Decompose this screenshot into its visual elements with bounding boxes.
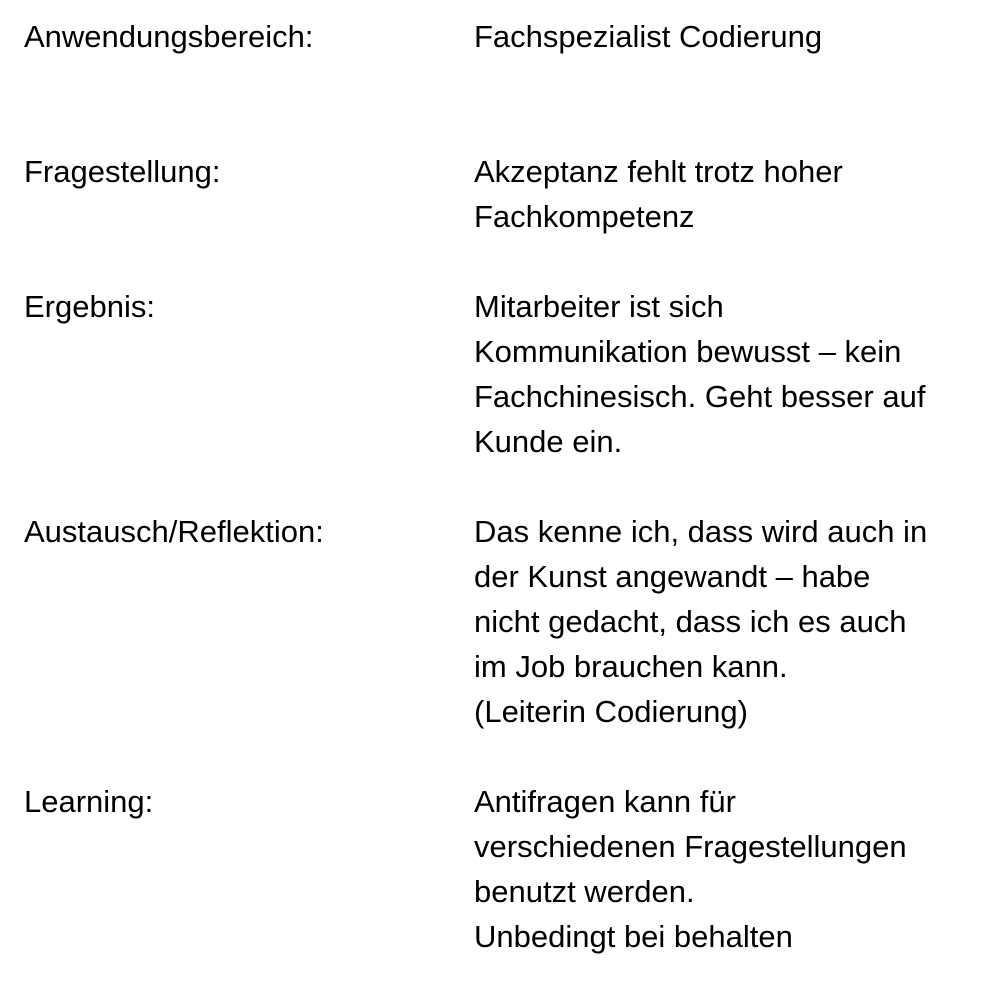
value-learning: [474, 779, 984, 959]
label-ergebnis: Ergebnis:: [24, 289, 155, 324]
value-line: Kommunikation bewusst – kein: [474, 334, 902, 369]
value-line: Kunde ein.: [474, 424, 623, 459]
value-line: nicht gedacht, dass ich es auch: [474, 604, 907, 639]
value-ergebnis: [474, 284, 984, 464]
label-fragestellung: Fragestellung:: [24, 154, 221, 189]
value-austausch-reflektion: [474, 509, 984, 734]
value-line: verschiedenen Fragestellungen: [474, 829, 907, 864]
value-line: Fachkompetenz: [474, 199, 695, 234]
value-line: Antifragen kann für: [474, 784, 736, 819]
value-line: benutzt werden.: [474, 874, 695, 909]
value-anwendungsbereich: [474, 14, 984, 59]
value-line: Unbedingt bei behalten: [474, 919, 793, 954]
value-line: Fachchinesisch. Geht besser auf: [474, 379, 926, 414]
value-line: Das kenne ich, dass wird auch in: [474, 514, 928, 549]
value-line: (Leiterin Codierung): [474, 694, 748, 729]
value-line: Mitarbeiter ist sich: [474, 289, 724, 324]
label-austausch-reflektion: Austausch/Reflektion:: [24, 514, 324, 549]
value-fragestellung: [474, 149, 984, 239]
value-line: der Kunst angewandt – habe: [474, 559, 871, 594]
label-learning: Learning:: [24, 784, 154, 819]
value-line: im Job brauchen kann.: [474, 649, 788, 684]
label-anwendungsbereich: Anwendungsbereich:: [24, 19, 314, 54]
value-line: Akzeptanz fehlt trotz hoher: [474, 154, 843, 189]
value-line: Fachspezialist Codierung: [474, 19, 823, 54]
